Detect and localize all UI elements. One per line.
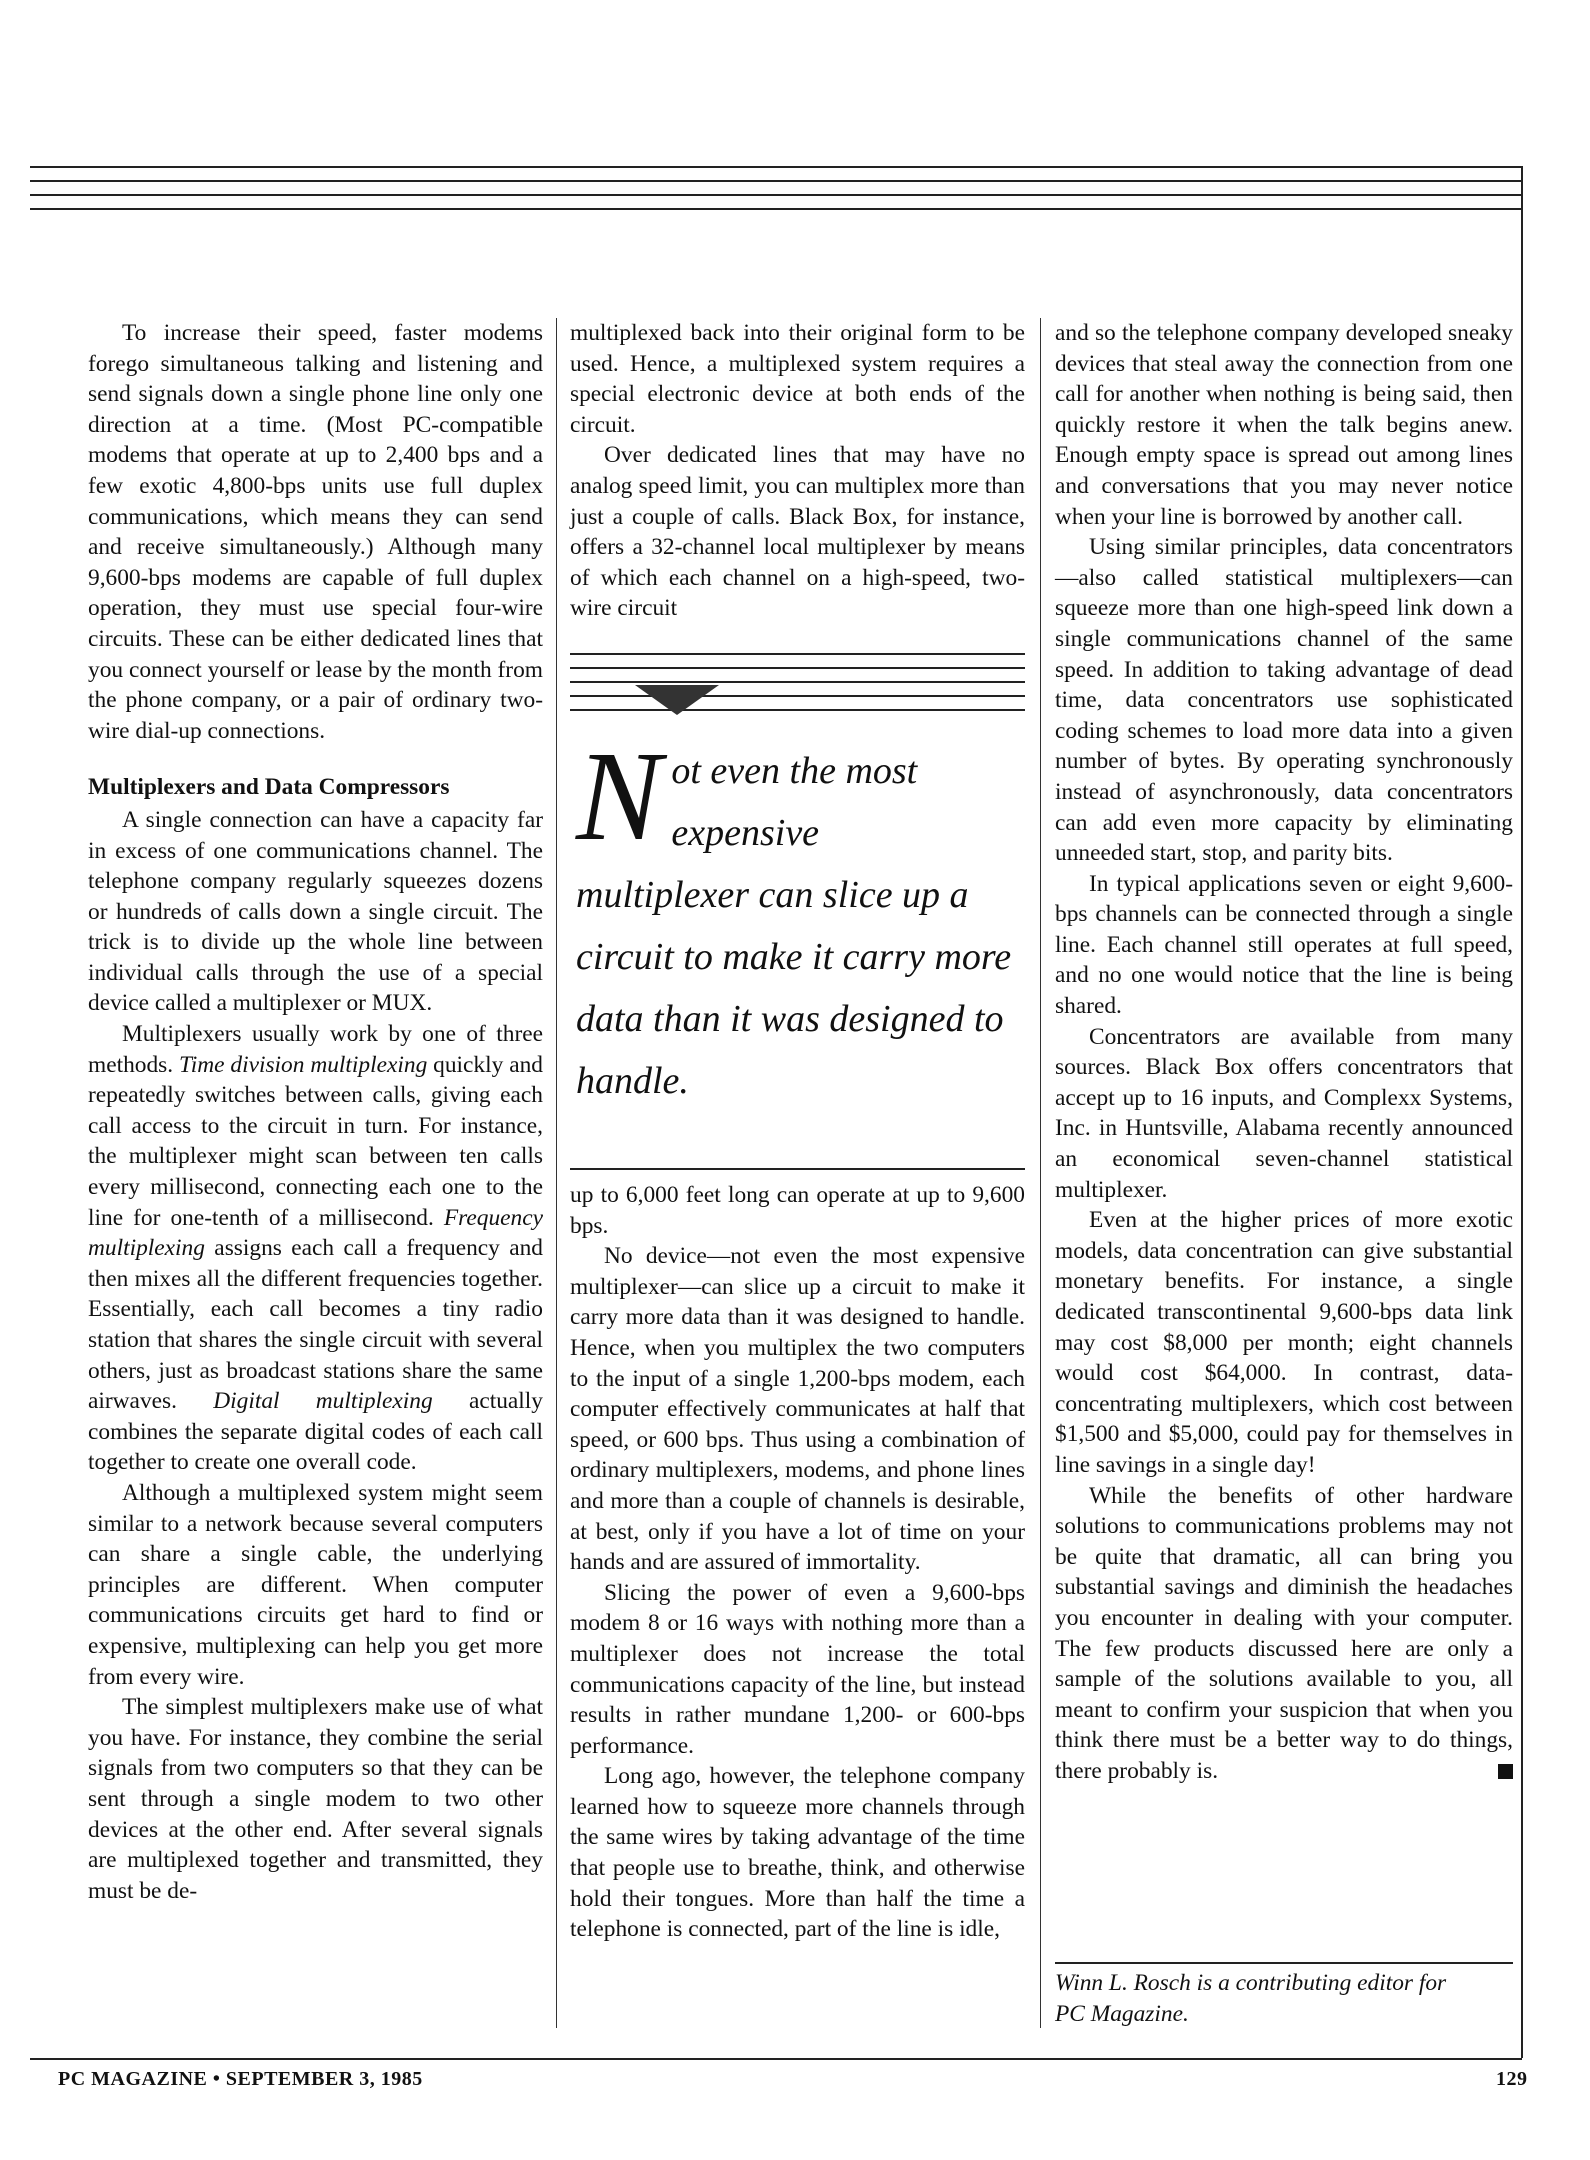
section-heading: Multiplexers and Data Compressors [88,774,450,801]
page-border-right [1521,166,1523,2058]
paragraph: No device—not even the most expensive multiplexer—can slice up a circuit to make it carry more data than it was designed to handle. Hence, when you multiplex the two computers to the input of a single 1,200-bps modem, each computer effectively communicates at half that speed, or 600 bps. Thus using a combination of ordinary multiplexers, modems, and phone lines and more than a couple of channels is desirable, at best, only if you have a lot of time on your hands and are assured of immortality. [570,1243,1025,1576]
pullquote-line: ot even the most [671,750,918,792]
paragraph: up to 6,000 feet long can operate at up to 9,600 bps. [570,1182,1025,1239]
header-rule-1 [30,166,1522,168]
term-digital: Digital multiplexing [213,1388,433,1415]
paragraph: Over dedicated lines that may have no analog speed limit, you can multiplex more than just a couple of calls. Black Box, for instance, offers a 32-channel local multiplexer by means of which each channel on a high-speed, two-wire circuit [570,442,1025,622]
triangle-ornament-icon [635,685,719,715]
header-rule-3 [30,194,1522,196]
pullquote-bottom-rule [570,1168,1025,1170]
paragraph: Long ago, however, the telephone company learned how to squeeze more channels through the same wires by taking advantage of the time that people use to breathe, think, and otherwise hold their tongues. More than half the time a telephone is connected, part of the line is idle, [570,1763,1025,1943]
byline-publication: PC Magazine. [1055,2000,1189,2027]
article-column-1 [88,318,543,2028]
paragraph: A single connection can have a capacity far in excess of one communications channel. The telephone company regularly squeezes dozens or hundreds of calls down a single circuit. The trick is to divide up the whole line between individual calls through the use of a special device called a multiplexer or MUX. [88,806,543,1017]
paragraph: To increase their speed, faster modems forego simultaneous talking and listening and send signals down a single phone line only one direction at a time. (Most PC-compatible modems that operate at up to 2,400 bps and a few exotic 4,800-bps units use full duplex communications, which means they can send and receive simultaneously.) Although many 9,600-bps modems are capable of full duplex operation, they must use special four-wire circuits. These can be either dedicated lines that you connect yourself or lease by the month from the phone company, or a pair of ordinary two-wire dial-up connections. [88,320,543,744]
footer-rule [30,2058,1522,2060]
pullquote-dropcap: N [576,725,662,867]
term-time-division: Time division multiplexing [179,1051,428,1078]
term-frequency: Frequency multiplexing [88,1204,543,1262]
paragraph: multiplexed back into their original form to be used. Hence, a multiplexed system requires a special electronic device at both ends of the circuit. [570,320,1025,438]
pullquote-line: expensive [671,812,820,854]
article-column-2-bottom [570,1180,1025,2030]
pullquote-line: multiplexer can slice up a circuit to make it carry more data than it was designed to handle. [576,874,1012,1102]
paragraph: While the benefits of other hardware solutions to communications problems may not be quite that dramatic, all can bring you substantial savings and diminish the headaches you encounter in dealing with your computer. The few products discussed here are only a sample of the solutions available to you, all meant to confirm your suspicion that when you think there must be a better way to do things, there probably is. [1055,1482,1513,1784]
article-column-2-top [570,318,1025,648]
paragraph: Multiplexers usually work by one of three methods. Time division multiplexing quickly and repeatedly switches between calls, giving each call access to the circuit in turn. For instance, the multiplexer might scan between ten calls every millisecond, connecting each one to the line for one-tenth of a millisecond. Frequency multiplexing assigns each call a frequency and then mixes all the different frequencies together. Essentially, each call becomes a tiny radio station that shares the single circuit with several others, just as broadcast stations share the same airwaves. Digital multiplexing actually combines the separate digital codes of each call together to create one overall code. [88,1021,543,1476]
pullquote-ornament [570,645,1025,715]
paragraph: Using similar principles, data concentrators—also called statistical multiplexers—can squeeze more than one high-speed link down a single communications channel of the same speed. In addition to taking advantage of dead time, data concentrators use sophisticated coding schemes to load more data into a given number of bytes. By operating synchronously instead of asynchronously, data concentrators can add even more capacity by eliminating unneeded start, stop, and parity bits. [1055,534,1513,867]
article-column-3 [1055,318,1513,1958]
paragraph: Concentrators are available from many sources. Black Box offers concentrators that accept up to 16 inputs, and Complexx Systems, Inc. in Huntsville, Alabama recently announced an economical seven-channel statistical multiplexer. [1055,1023,1513,1203]
paragraph: and so the telephone company developed sneaky devices that steal away the connection from one call for another when nothing is being said, then quickly restore it when the talk begins anew. Enough empty space is spread out among lines and conversations that you may never notice when your line is borrowed by another call. [1055,320,1513,530]
footer-publication: PC MAGAZINE • SEPTEMBER 3, 1985 [58,2068,423,2090]
author-byline: Winn L. Rosch is a contributing editor for PC Magazine. [1055,1968,1513,2029]
pullquote [576,725,1026,1112]
paragraph: The simplest multiplexers make use of what you have. For instance, they combine the serial signals from two computers so that they can be sent through a single modem to two other devices at the other end. After several signals are multiplexed together and transmitted, they must be de- [88,1694,543,1904]
header-rule-2 [30,180,1522,182]
paragraph: In typical applications seven or eight 9,600-bps channels can be connected through a single line. Each channel still operates at full speed, and no one would notice that the line is being shared. [1055,870,1513,1020]
end-of-article-icon [1498,1764,1513,1779]
column-divider-1 [556,318,557,2028]
header-rule-4 [30,208,1522,210]
column-divider-2 [1040,318,1041,2028]
paragraph: Even at the higher prices of more exotic models, data concentration can give substantial monetary benefits. For instance, a single dedicated transcontinental 9,600-bps data link may cost $8,000 per month; eight channels would cost $64,000. In contrast, data-concentrating multiplexers, which cost between $1,500 and $5,000, could pay for themselves in line savings in a single day! [1055,1207,1513,1478]
byline-rule [1055,1962,1513,1964]
paragraph: Slicing the power of even a 9,600-bps modem 8 or 16 ways with nothing more than a multiplexer does not increase the total communications capacity of the line, but instead results in rather mundane 1,200- or 600-bps performance. [570,1579,1025,1759]
page-number: 129 [1496,2068,1528,2090]
paragraph: Although a multiplexed system might seem similar to a network because several computers can share a single cable, the underlying principles are different. When computer communications circuits get hard to find or expensive, multiplexing can help you get more from every wire. [88,1479,543,1690]
